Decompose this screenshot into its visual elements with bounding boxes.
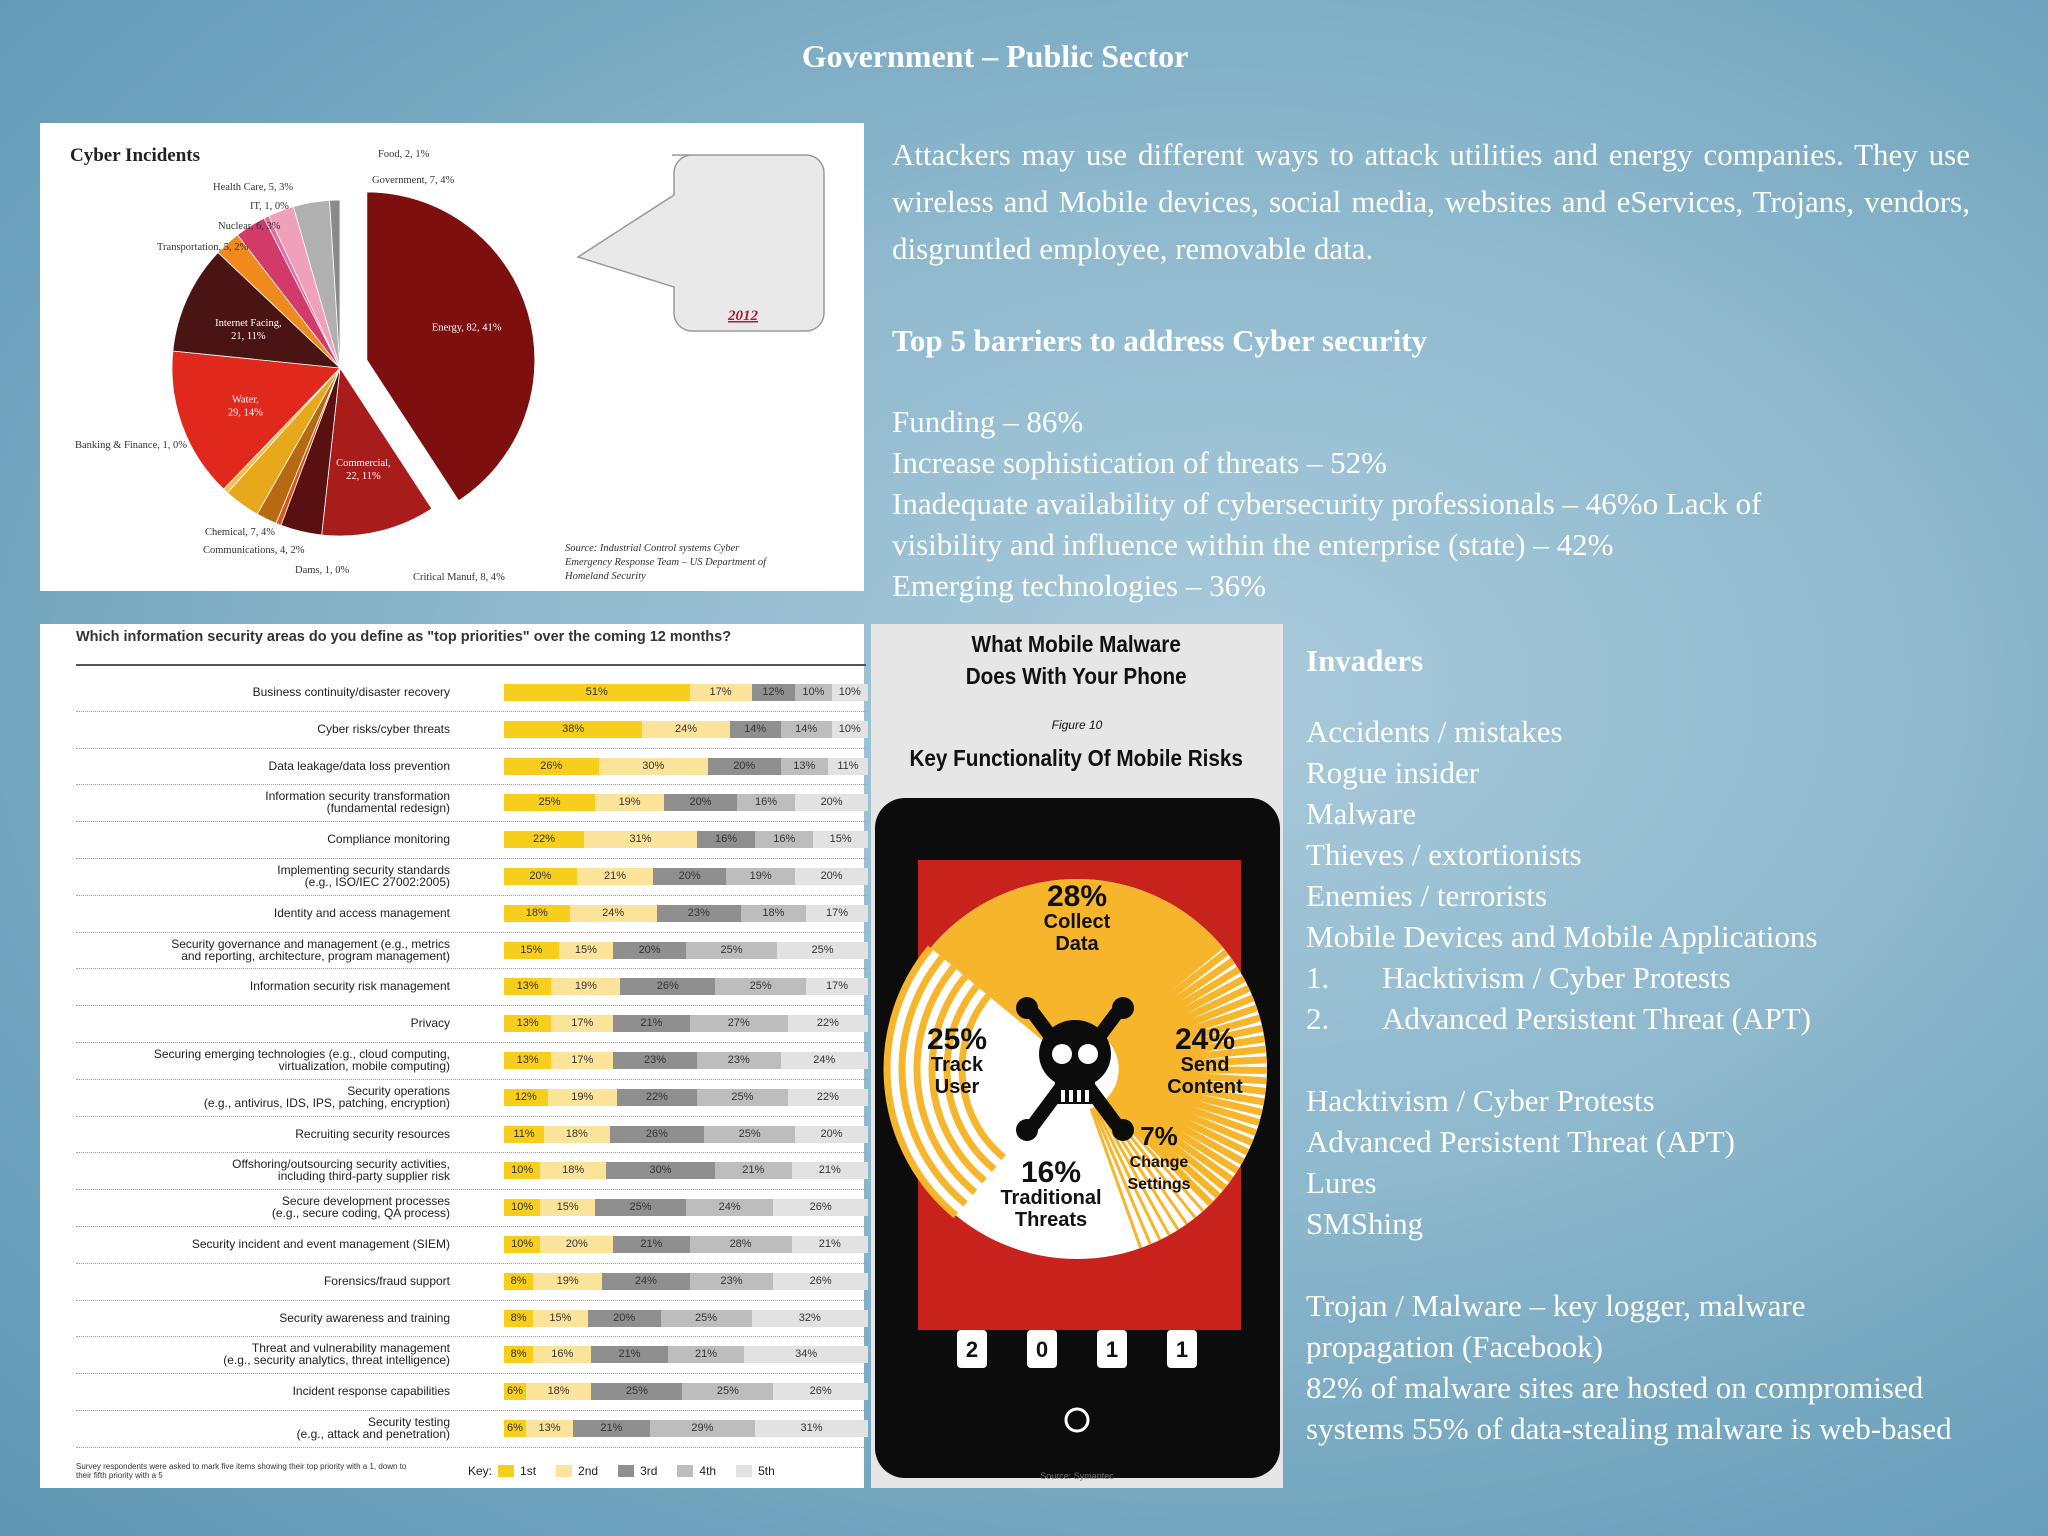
- pie-slice-label: Water, 29, 14%: [227, 394, 263, 419]
- barriers-heading: Top 5 barriers to address Cyber security: [892, 323, 1428, 358]
- survey-bar-segment: 11%: [504, 1126, 544, 1143]
- survey-row-label: Incident response capabilities: [292, 1384, 450, 1399]
- year-digit: 2: [965, 1337, 979, 1362]
- survey-row-label: Compliance monitoring: [327, 832, 450, 847]
- survey-row-label: Security incident and event management (SIEM): [191, 1237, 450, 1251]
- invader-item: Rogue insider: [1306, 755, 1480, 790]
- survey-row: [76, 858, 866, 896]
- survey-bar-segment: 19%: [533, 1273, 602, 1290]
- survey-bar-segment: 18%: [544, 1126, 610, 1143]
- barrier-item: Emerging technologies – 36%: [892, 568, 1266, 603]
- barriers-list: [892, 401, 1992, 606]
- survey-row: [76, 1152, 866, 1190]
- barrier-item: Inadequate availability of cybersecurity professionals – 46%o Lack of: [892, 486, 1762, 521]
- survey-bar-segment: 10%: [832, 721, 868, 738]
- survey-bar-segment: 12%: [752, 684, 796, 701]
- key-swatch-1st: [498, 1465, 514, 1477]
- survey-bar-segment: 51%: [504, 684, 690, 701]
- survey-row-label: Identity and access management: [273, 905, 450, 920]
- survey-row: [76, 821, 866, 859]
- survey-bar-segment: 30%: [606, 1162, 715, 1179]
- survey-bar-segment: 20%: [504, 868, 577, 885]
- key-label: Key:: [468, 1464, 493, 1478]
- mobile-source: Source: Symantec: [1040, 1471, 1114, 1481]
- survey-row-label: Secure development processes (e.g., secure coding, QA process): [271, 1194, 450, 1221]
- survey-bar-segment: 10%: [504, 1236, 540, 1253]
- survey-bar-segment: 21%: [792, 1162, 868, 1179]
- survey-bar-segment: 13%: [504, 1015, 551, 1032]
- invader-item: systems 55% of data-stealing malware is web-based: [1306, 1411, 1952, 1446]
- survey-bar-segment: 21%: [573, 1420, 649, 1437]
- cyber-incidents-pie: [40, 123, 864, 591]
- invader-item: Hacktivism / Cyber Protests: [1306, 1083, 1655, 1118]
- survey-row: [76, 1079, 866, 1117]
- survey-bar-segment: 13%: [781, 758, 828, 775]
- survey-row-label: Securing emerging technologies (e.g., cloud computing, virtualization, mobile computing): [153, 1047, 450, 1073]
- survey-bar-segment: 10%: [795, 684, 831, 701]
- pie-label-it: IT, 1, 0%: [250, 201, 289, 212]
- mobile-pie-pct: 7%: [1140, 1121, 1178, 1151]
- survey-bar-segment: 17%: [806, 978, 868, 995]
- key-2nd: 2nd: [578, 1464, 599, 1478]
- mobile-pie-label: Data: [1055, 933, 1099, 955]
- survey-row-label: Information security risk management: [249, 979, 450, 994]
- survey-bar-segment: 17%: [551, 1015, 613, 1032]
- pie-label-critical-manuf: Critical Manuf, 8, 4%: [413, 572, 505, 583]
- survey-bar-segment: 23%: [690, 1273, 774, 1290]
- survey-bar-segment: 38%: [504, 721, 642, 738]
- survey-bar-segment: 19%: [551, 978, 620, 995]
- key-swatch-4th: [677, 1465, 693, 1477]
- survey-row: [76, 1300, 866, 1338]
- invader-item: Thieves / extortionists: [1306, 837, 1582, 872]
- cyber-incidents-panel: [40, 123, 864, 591]
- survey-row-label: Security operations (e.g., antivirus, IDS, IPS, patching, encryption): [203, 1083, 450, 1110]
- invaders-block: [1306, 640, 2046, 1449]
- survey-row: [76, 784, 866, 822]
- survey-bar-segment: 20%: [653, 868, 726, 885]
- survey-row: [76, 1336, 866, 1374]
- survey-bar-segment: 25%: [715, 978, 806, 995]
- invader-item: Malware: [1306, 796, 1417, 831]
- survey-bar-segment: 32%: [752, 1310, 868, 1327]
- survey-row-label: Security governance and management (e.g., metrics and reporting, architecture, program management): [171, 936, 450, 963]
- survey-bar-segment: 8%: [504, 1273, 533, 1290]
- survey-bar-segment: 19%: [595, 794, 664, 811]
- pie-label-dams: Dams, 1, 0%: [295, 565, 350, 576]
- invader-item: SMShing: [1306, 1206, 1424, 1241]
- survey-question: Which information security areas do you define as "top priorities" over the coming 12 months?: [76, 629, 732, 645]
- barrier-item: visibility and influence within the enterprise (state) – 42%: [892, 527, 1614, 562]
- key-swatch-5th: [736, 1465, 752, 1477]
- year-digit: 0: [1035, 1337, 1049, 1362]
- survey-bar-segment: 22%: [504, 831, 584, 848]
- survey-bar-segment: 10%: [504, 1162, 540, 1179]
- invader-item: Enemies / terrorists: [1306, 878, 1548, 913]
- survey-bar-segment: 23%: [613, 1052, 697, 1069]
- survey-bar-segment: 8%: [504, 1310, 533, 1327]
- survey-row-label: Implementing security standards (e.g., ISO/IEC 27002:2005): [277, 863, 450, 889]
- invader-numbered-item: 1. Hacktivism / Cyber Protests: [1306, 960, 1731, 995]
- survey-bar-segment: 16%: [533, 1346, 591, 1363]
- survey-row: [76, 1005, 866, 1043]
- survey-bar-segment: 25%: [661, 1310, 752, 1327]
- survey-bar-segment: 28%: [690, 1236, 792, 1253]
- survey-bar-segment: 25%: [595, 1199, 686, 1216]
- mobile-figure: Figure 10: [1051, 718, 1103, 732]
- mobile-pie-pct: 28%: [1046, 880, 1108, 913]
- survey-bar-segment: 25%: [682, 1383, 773, 1400]
- survey-bar-segment: 15%: [504, 942, 559, 959]
- mobile-pie-label: Track: [930, 1054, 984, 1076]
- survey-bar-segment: 25%: [704, 1126, 795, 1143]
- invader-item: Trojan / Malware – key logger, malware: [1306, 1288, 1806, 1323]
- survey-bar-segment: 31%: [584, 831, 697, 848]
- survey-row-label: Cyber risks/cyber threats: [317, 721, 450, 736]
- survey-bar-segment: 20%: [613, 942, 686, 959]
- mobile-pie-label: User: [934, 1076, 980, 1098]
- survey-bar-segment: 8%: [504, 1346, 533, 1363]
- survey-row-label: Business continuity/disaster recovery: [252, 685, 450, 699]
- survey-bar-segment: 6%: [504, 1383, 526, 1400]
- key-5th: 5th: [758, 1464, 775, 1478]
- survey-row: [76, 711, 866, 749]
- survey-bar-segment: 6%: [504, 1420, 526, 1437]
- survey-bar-segment: 11%: [828, 758, 868, 775]
- survey-row: [76, 1226, 866, 1264]
- survey-bar-segment: 22%: [788, 1089, 868, 1106]
- survey-bar-segment: 31%: [755, 1420, 868, 1437]
- survey-bar-segment: 26%: [773, 1273, 868, 1290]
- survey-bar-segment: 14%: [781, 721, 832, 738]
- barrier-item: Increase sophistication of threats – 52%: [892, 445, 1387, 480]
- pie-label-transportation: Transportation, 5, 2%: [157, 242, 249, 253]
- mobile-pie-label: Send: [1180, 1054, 1230, 1076]
- survey-bar-segment: 26%: [610, 1126, 705, 1143]
- survey-bar-segment: 19%: [548, 1089, 617, 1106]
- survey-bar-segment: 22%: [788, 1015, 868, 1032]
- survey-bar-segment: 15%: [559, 942, 614, 959]
- pie-label-health-care: Health Care, 5, 3%: [213, 182, 294, 193]
- key-1st: 1st: [520, 1464, 537, 1478]
- survey-bar-segment: 17%: [690, 684, 752, 701]
- mobile-pie-label: Content: [1167, 1076, 1243, 1098]
- survey-bar-segment: 18%: [540, 1162, 606, 1179]
- survey-bar-segment: 24%: [642, 721, 729, 738]
- survey-row: [76, 748, 866, 786]
- intro-paragraph: Attackers may use different ways to attack utilities and energy companies. They use wireless and Mobile devices, social media, websites and eServices, Trojans, vendors, disgruntled employee, removable data.: [892, 137, 1970, 266]
- year-digit: 1: [1175, 1337, 1189, 1362]
- survey-row-label: Offshoring/outsourcing security activities, including third-party supplier risk: [232, 1157, 450, 1184]
- survey-bar-segment: 15%: [813, 831, 868, 848]
- survey-bar-segment: 29%: [650, 1420, 756, 1437]
- survey-row: [76, 895, 866, 933]
- key-3rd: 3rd: [640, 1464, 658, 1478]
- survey-bar-segment: 16%: [755, 831, 813, 848]
- barrier-item: Funding – 86%: [892, 404, 1084, 439]
- survey-bar-segment: 30%: [599, 758, 708, 775]
- survey-row-label: Data leakage/data loss prevention: [268, 758, 450, 773]
- key-4th: 4th: [699, 1464, 717, 1478]
- survey-bar-segment: 17%: [806, 905, 868, 922]
- invader-item: Advanced Persistent Threat (APT): [1306, 1124, 1736, 1159]
- survey-bar-segment: 15%: [533, 1310, 588, 1327]
- survey-bar-segment: 16%: [697, 831, 755, 848]
- invader-item: 82% of malware sites are hosted on compromised: [1306, 1370, 1924, 1405]
- survey-bar-segment: 25%: [777, 942, 868, 959]
- invader-item: Lures: [1306, 1165, 1377, 1200]
- invader-numbered-item: 2. Advanced Persistent Threat (APT): [1306, 1001, 1812, 1036]
- survey-row: [76, 1263, 866, 1301]
- survey-key: [468, 1464, 775, 1478]
- survey-row: [76, 968, 866, 1006]
- survey-bar-segment: 13%: [526, 1420, 573, 1437]
- survey-row-label: Forensics/fraud support: [323, 1273, 450, 1288]
- survey-row: [76, 1042, 866, 1080]
- mobile-pie-label: Threats: [1014, 1209, 1088, 1231]
- survey-row-label: Information security transformation (fundamental redesign): [265, 789, 450, 816]
- slide-title: Government – Public Sector: [801, 38, 1189, 74]
- mobile-pie-label: Change: [1129, 1154, 1189, 1171]
- mobile-pie-label: Traditional: [1000, 1187, 1102, 1209]
- survey-rule: [76, 664, 866, 666]
- survey-bar-segment: 26%: [773, 1199, 868, 1216]
- survey-bar-segment: 25%: [591, 1383, 682, 1400]
- survey-bar-segment: 14%: [730, 721, 781, 738]
- mobile-subtitle: Key Functionality Of Mobile Risks: [909, 744, 1243, 772]
- key-swatch-3rd: [618, 1465, 634, 1477]
- key-swatch-2nd: [556, 1465, 572, 1477]
- mobile-pie-label: Settings: [1127, 1176, 1191, 1193]
- survey-bar-segment: 21%: [668, 1346, 744, 1363]
- survey-bar-segment: 15%: [540, 1199, 595, 1216]
- survey-bar-segment: 24%: [602, 1273, 689, 1290]
- survey-row: [76, 1189, 866, 1227]
- survey-bar-segment: 12%: [504, 1089, 548, 1106]
- pie-label-banking: Banking & Finance, 1, 0%: [75, 440, 187, 451]
- survey-bar-segment: 24%: [686, 1199, 773, 1216]
- survey-bar-segment: 18%: [741, 905, 807, 922]
- mobile-pie-pct: 25%: [926, 1023, 988, 1056]
- survey-bar-segment: 17%: [551, 1052, 613, 1069]
- mobile-malware-panel: [871, 624, 1283, 1488]
- survey-bar-segment: 21%: [715, 1162, 791, 1179]
- pie-label-government: Government, 7, 4%: [372, 175, 455, 186]
- pie-slice-label: Energy, 82, 41%: [431, 322, 502, 334]
- survey-bar-segment: 22%: [617, 1089, 697, 1106]
- survey-row-label: Recruiting security resources: [295, 1126, 450, 1141]
- survey-bar-segment: 21%: [613, 1015, 689, 1032]
- pie-label-chemical: Chemical, 7, 4%: [205, 527, 275, 538]
- survey-bar-segment: 18%: [526, 1383, 592, 1400]
- pie-label-communications: Communications, 4, 2%: [203, 545, 305, 556]
- survey-note: Survey respondents were asked to mark five items showing their top priority with a 1, down to their fifth priority with a 5: [76, 1462, 407, 1480]
- cyber-source-line-2: Emergency Response Team – US Department of: [565, 557, 767, 568]
- survey-bar-segment: 26%: [620, 978, 715, 995]
- survey-bar-segment: 27%: [690, 1015, 788, 1032]
- survey-bar-segment: 20%: [664, 794, 737, 811]
- survey-bar-segment: 20%: [540, 1236, 613, 1253]
- cyber-incidents-title: Cyber Incidents: [70, 145, 201, 166]
- survey-bar-segment: 10%: [504, 1199, 540, 1216]
- pie-label-food: Food, 2, 1%: [378, 149, 430, 160]
- mobile-pie-label: Collect: [1043, 911, 1111, 933]
- survey-row-label: Privacy: [410, 1016, 450, 1031]
- survey-bar-segment: 16%: [737, 794, 795, 811]
- survey-bar-segment: 34%: [744, 1346, 868, 1363]
- survey-bar-segment: 24%: [570, 905, 657, 922]
- pie-slice-label: Commercial, 22, 11%: [336, 458, 391, 483]
- mobile-pie-pct: 16%: [1020, 1156, 1082, 1189]
- callout-bubble: [578, 155, 824, 331]
- survey-bar-segment: 21%: [792, 1236, 868, 1253]
- callout-year: 2012: [728, 308, 758, 324]
- survey-bar-segment: 25%: [504, 794, 595, 811]
- pie-slice-label: Internet Facing, 21, 11%: [215, 317, 282, 342]
- invaders-heading: Invaders: [1306, 643, 1424, 678]
- survey-bar-segment: 21%: [577, 868, 653, 885]
- survey-bar-segment: 20%: [795, 868, 868, 885]
- survey-row: [76, 1116, 866, 1154]
- survey-bar-segment: 20%: [795, 1126, 868, 1143]
- survey-bar-segment: 19%: [726, 868, 795, 885]
- cyber-source-line-1: Source: Industrial Control systems Cyber: [565, 543, 740, 554]
- survey-bar-segment: 23%: [697, 1052, 781, 1069]
- survey-row: [76, 1373, 866, 1411]
- survey-bar-segment: 25%: [686, 942, 777, 959]
- survey-bar-segment: 10%: [832, 684, 868, 701]
- survey-row-label: Security awareness and training: [279, 1310, 450, 1325]
- survey-bar-segment: 13%: [504, 1052, 551, 1069]
- survey-bar-segment: 24%: [781, 1052, 868, 1069]
- survey-bar-segment: 26%: [773, 1383, 868, 1400]
- survey-row: [76, 674, 866, 712]
- survey-bar-segment: 20%: [588, 1310, 661, 1327]
- survey-bar-segment: 20%: [795, 794, 868, 811]
- survey-bar-segment: 21%: [613, 1236, 689, 1253]
- invader-item: propagation (Facebook): [1306, 1329, 1603, 1364]
- survey-panel: [40, 624, 864, 1488]
- survey-bar-segment: 13%: [504, 978, 551, 995]
- mobile-title-1: What Mobile Malware: [971, 630, 1181, 658]
- survey-row-label: Threat and vulnerability management (e.g., security analytics, threat intelligence): [223, 1341, 450, 1368]
- invader-item: Accidents / mistakes: [1306, 714, 1563, 749]
- cyber-source-line-3: Homeland Security: [565, 571, 646, 582]
- survey-bar-segment: 18%: [504, 905, 570, 922]
- invader-item: Mobile Devices and Mobile Applications: [1306, 919, 1818, 954]
- survey-bar-segment: 23%: [657, 905, 741, 922]
- survey-row: [76, 1410, 866, 1448]
- pie-label-nuclear: Nuclear, 6, 3%: [218, 221, 281, 232]
- mobile-title-2: Does With Your Phone: [965, 662, 1187, 690]
- survey-bar-segment: 25%: [697, 1089, 788, 1106]
- mobile-pie-pct: 24%: [1174, 1023, 1236, 1056]
- year-digit: 1: [1105, 1337, 1119, 1362]
- survey-bar-segment: 20%: [708, 758, 781, 775]
- survey-bar-segment: 26%: [504, 758, 599, 775]
- survey-row: [76, 932, 866, 970]
- survey-row-label: Security testing (e.g., attack and penetration): [296, 1415, 450, 1441]
- survey-bar-segment: 21%: [591, 1346, 667, 1363]
